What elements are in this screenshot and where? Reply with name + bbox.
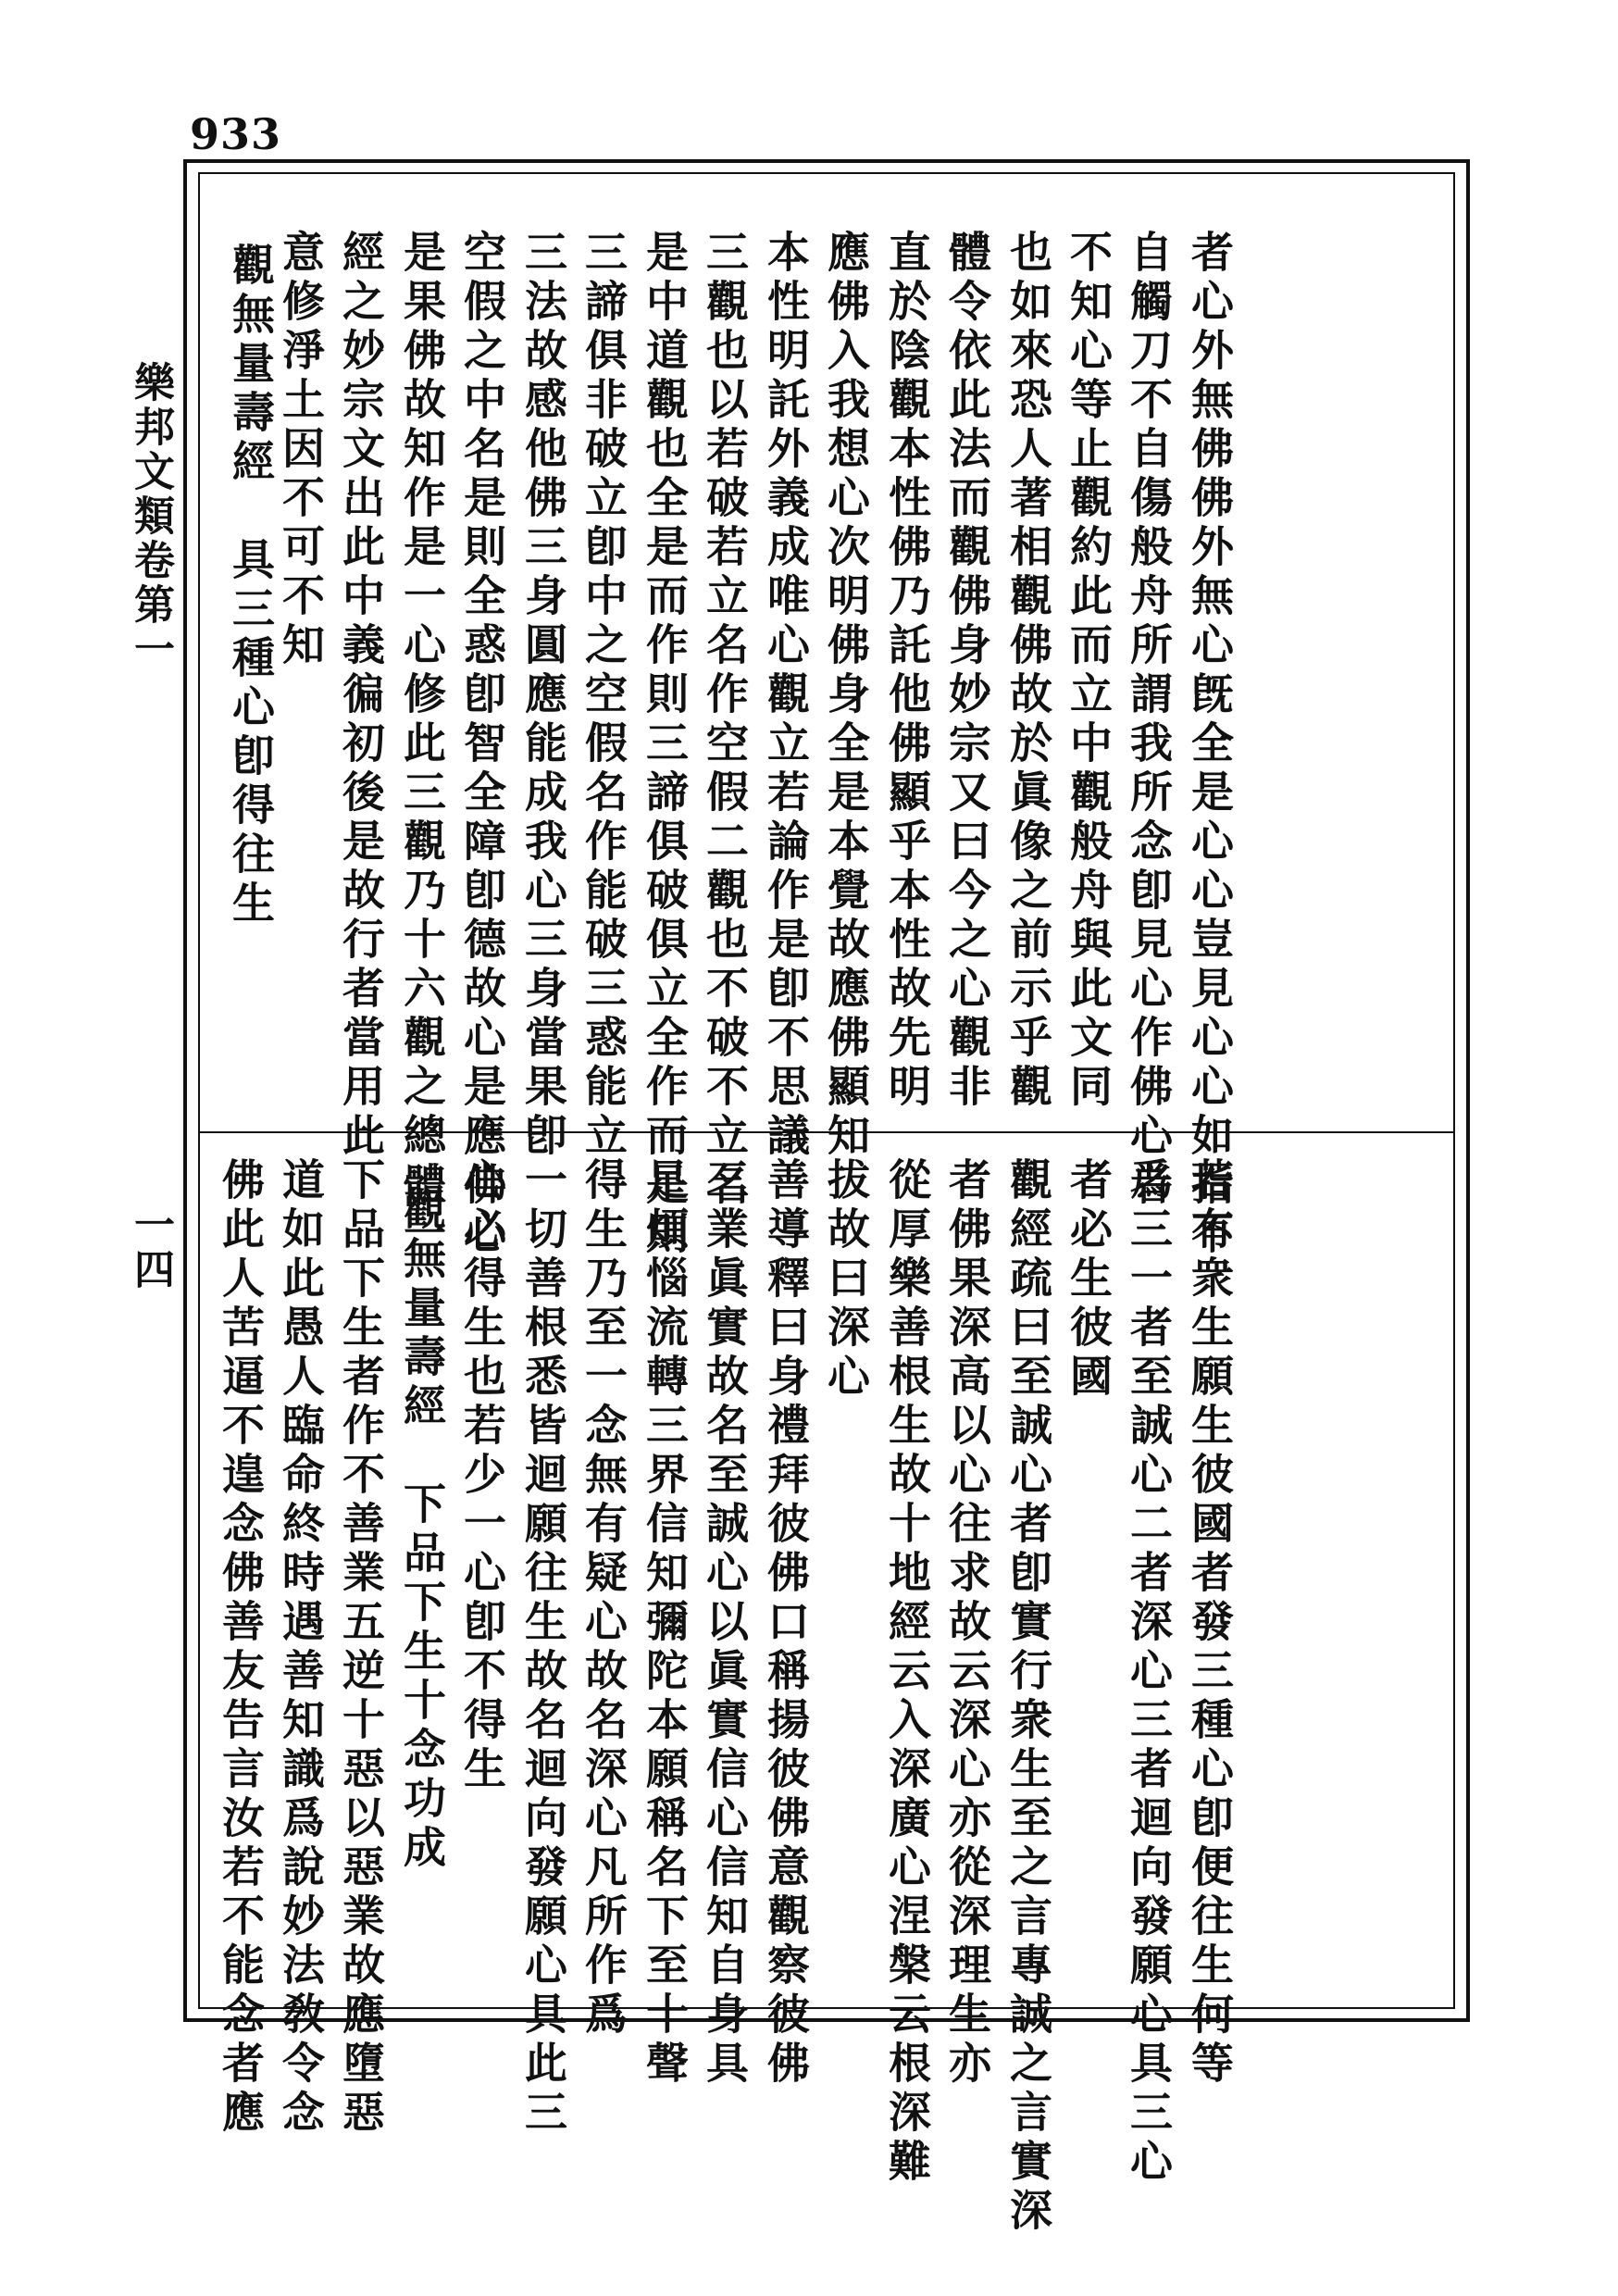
page-number: 933 — [190, 109, 282, 159]
text-column: 不知心等止觀約此而立中觀般舟與此文同 — [1064, 230, 1114, 1113]
running-head: 樂邦文類卷第一 — [127, 361, 174, 672]
text-column: 應佛入我想心次明佛身全是本覺故應佛顯知 — [821, 230, 871, 1162]
text-column: 拔故曰深心 — [821, 1157, 871, 1403]
text-column: 三業眞實故名至誠心以眞實信心信知自身具 — [700, 1157, 750, 2090]
text-column: 足煩惱流轉三界信知彌陀本願稱名下至十聲 — [640, 1157, 690, 2090]
text-column: 也如來恐人著相觀佛故於眞像之前示乎觀 — [1003, 230, 1053, 1113]
text-column: 若有衆生願生彼國者發三種心卽便往生何等 — [1185, 1157, 1235, 2090]
text-column: 經之妙宗文出此中義徧初後是故行者當用此 — [336, 230, 386, 1162]
text-column: 體令依此法而觀佛身妙宗又曰今之心觀非 — [942, 230, 992, 1113]
text-column: 空假之中名是則全惑卽智全障卽德故心是應佛心 — [457, 230, 507, 1260]
text-column: 是果佛故知作是一心修此三觀乃十六觀之總體一 — [397, 230, 447, 1260]
section-heading: 觀無量壽經 具三種心卽得往生 — [226, 243, 276, 930]
text-column: 一切善根悉皆迴願往生故名迴向發願心具此三 — [518, 1157, 568, 2139]
text-column: 從厚樂善根生故十地經云入深廣心涅槃云根深難 — [882, 1157, 932, 2188]
text-column: 者必生彼國 — [1064, 1157, 1114, 1403]
folio-number: 一四 — [127, 1204, 174, 1292]
text-column: 三觀也以若破若立名作空假二觀也不破不立名 — [700, 230, 750, 1211]
text-column: 觀經疏曰至誠心者卽實行衆生至之言專誠之言實深 — [1003, 1157, 1053, 2237]
text-column: 者佛果深高以心往求故云深心亦從深理生亦 — [942, 1157, 992, 2090]
text-column: 者心外無佛佛外無心旣全是心心豈見心心如指不 — [1185, 230, 1235, 1260]
text-column: 是中道觀也全是而作則三諦俱破俱立全作而是則 — [640, 230, 690, 1260]
text-column: 自觸刀不自傷般舟所謂我所念卽見心作佛心者 — [1124, 230, 1174, 1211]
text-column: 佛此人苦逼不遑念佛善友告言汝若不能念者應 — [216, 1157, 266, 2139]
text-column: 三法故感他佛三身圓應能成我心三身當果卽 — [518, 230, 568, 1162]
text-column: 下品下生者作不善業五逆十惡以惡業故應墮惡 — [336, 1157, 386, 2139]
text-column: 道如此愚人臨命終時遇善知識爲說妙法敎令念 — [276, 1157, 326, 2139]
text-column: 善導釋曰身禮拜彼佛口稱揚彼佛意觀察彼佛 — [761, 1157, 811, 2090]
text-column: 心必得生也若少一心卽不得生 — [457, 1157, 507, 1795]
section-heading: 觀無量壽經 下品下生十念功成 — [397, 1187, 447, 1874]
text-column: 本性明託外義成唯心觀立若論作是卽不思議 — [761, 230, 811, 1162]
text-column: 直於陰觀本性佛乃託他佛顯乎本性故先明 — [882, 230, 932, 1113]
text-column: 爲三一者至誠心二者深心三者迴向發願心具三心 — [1124, 1157, 1174, 2188]
text-column: 得生乃至一念無有疑心故名深心凡所作爲 — [579, 1157, 629, 2040]
text-column: 意修淨土因不可不知 — [276, 230, 326, 671]
text-column: 三諦俱非破立卽中之空假名作能破三惑能立 — [579, 230, 629, 1162]
